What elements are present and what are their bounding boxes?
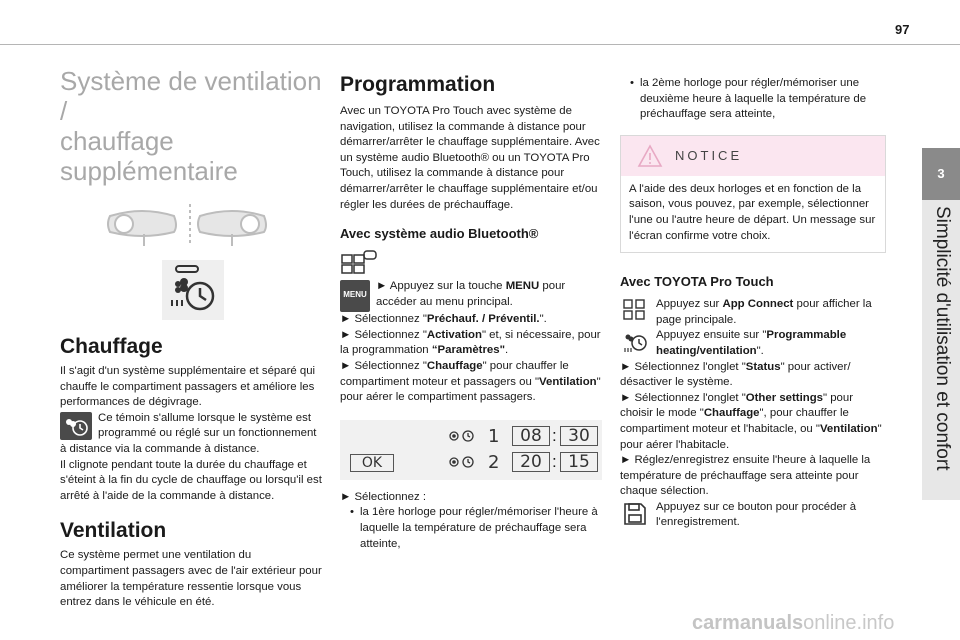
- chauffage-description: Il s'agit d'un système supplémentaire et séparé qui chauffe le compartiment passagers et améliore les performances de dégivrage.: [60, 365, 316, 409]
- programmation-heading: Programmation: [340, 73, 496, 96]
- chapter-tab[interactable]: 3: [922, 148, 960, 200]
- page-number: 97: [895, 22, 910, 37]
- notice-title: NOTICE: [675, 147, 743, 163]
- clock2-bullet: • la 2ème horloge pour régler/mémoriser une deuxième heure à laquelle la température de préchauffage sera atteinte,: [630, 76, 886, 123]
- step-save: Appuyez sur ce bouton pour procéder à l'enregistrement.: [656, 500, 857, 529]
- clock-screen-illustration: [340, 420, 602, 480]
- step-menu: ► Appuyez sur la touche MENU pour accéder au menu principal.: [376, 280, 566, 308]
- fan-clock-icon: [162, 260, 224, 320]
- bluetooth-radio-icon: [340, 249, 602, 275]
- column-middle: [340, 66, 602, 552]
- clock-radio-icons: [446, 428, 490, 476]
- ok-button[interactable]: OK: [350, 454, 394, 472]
- heater-timer-warning-light: [162, 260, 224, 320]
- remote-control-illustration: [60, 194, 322, 254]
- heater-indicator-icon: [60, 412, 92, 440]
- programmable-heating-icon: [620, 328, 650, 356]
- header-divider: [0, 44, 960, 45]
- protouch-heading: Avec TOYOTA Pro Touch: [620, 274, 774, 290]
- indicator-blink-description: Il clignote pendant toute la durée du chauffage et s'éteint à la fin du cycle de chauffage ou lorsqu'il est arrêté à l'aide de la commande à distance.: [60, 458, 322, 502]
- clock2-minutes[interactable]: 15: [560, 452, 598, 472]
- column-left: [60, 66, 322, 611]
- chapter-title: Simplicité d'utilisation et confort: [932, 206, 953, 471]
- step-chauffage: ► Sélectionnez "Chauffage" pour chauffer le compartiment moteur et passagers ou "Ventilation" pour aérer le compartiment passagers.: [340, 359, 601, 404]
- bluetooth-heading: Avec système audio Bluetooth®: [340, 226, 539, 242]
- programmation-intro: Avec un TOYOTA Pro Touch avec système de navigation, utilisez la commande à distance pour démarrer/arrêter le chauffage supplémentaire. Avec un système audio Bluetooth® ou un TOYOTA Pro Touch, utilisez la commande à distance pour démarrer/arrêter le chauffage supplémentaire et/ou régler les durées de préchauffage.: [340, 105, 600, 211]
- step-app-connect: Appuyez sur App Connect pour afficher la page principale.: [656, 298, 872, 326]
- step-set-time: ► Réglez/enregistrez ensuite l'heure à laquelle la température de préchauffage sera atteinte pour chaque sélection.: [620, 454, 871, 498]
- section-title-line2: chauffage supplémentaire: [60, 126, 238, 186]
- step-programmable-heating: Appuyez ensuite sur "Programmable heating/ventilation".: [656, 329, 847, 357]
- ventilation-heading: Ventilation: [60, 519, 167, 543]
- column-right: [620, 66, 886, 531]
- step-select-prechauf: ► Sélectionnez "Préchauf. / Préventil.".: [340, 313, 547, 326]
- ventilation-description: Ce système permet une ventilation du compartiment passagers avec de l'air extérieur pour améliorer la température ressentie lorsque vous entrez dans le véhicule en été.: [60, 549, 322, 609]
- notice-header: [621, 136, 885, 176]
- menu-icon-label: MENU: [343, 290, 367, 300]
- notice-body: A l'aide des deux horloges et en fonction de la saison, vous pouvez, par exemple, sélectionner l'une ou l'autre heure de départ. Un message sur l'écran confirme votre choix.: [629, 182, 876, 242]
- step-activation: ► Sélectionnez "Activation" et, si nécessaire, pour la programmation “Paramètres".: [340, 328, 601, 357]
- clock1-bullet: • la 1ère horloge pour régler/mémoriser l'heure à laquelle la température de préchauffage sera atteinte,: [350, 505, 602, 552]
- save-icon: [620, 500, 650, 528]
- clock2-hours[interactable]: 20: [512, 452, 550, 472]
- warning-triangle-icon: [637, 144, 663, 168]
- clock1-minutes[interactable]: 30: [560, 426, 598, 446]
- clock1-number: 1: [488, 425, 500, 447]
- clock2-number: 2: [488, 451, 500, 473]
- clock2-separator: :: [552, 451, 557, 471]
- clock1-separator: :: [552, 425, 557, 445]
- step-status-tab: ► Sélectionnez l'onglet "Status" pour activer/ désactiver le système.: [620, 360, 851, 389]
- select-clock-instruction: ► Sélectionnez :: [340, 490, 426, 503]
- notice-box: [620, 135, 886, 253]
- radio-icon: [340, 249, 380, 275]
- step-other-settings: ► Sélectionnez l'onglet "Other settings" pour choisir le mode "Chauffage", pour chauffer le compartiment moteur et l'habitacle, ou "Ventilation" pour aérer l'habitacle.: [620, 391, 882, 451]
- chauffage-heading: Chauffage: [60, 335, 163, 358]
- car-keys-icon: [60, 194, 322, 254]
- clock1-hours[interactable]: 08: [512, 426, 550, 446]
- app-connect-icon: [620, 297, 650, 325]
- indicator-description: Ce témoin s'allume lorsque le système est programmé ou réglé sur un fonctionnement à distance via la commande à distance.: [60, 411, 317, 455]
- watermark: carmanualsonline.info: [692, 612, 895, 634]
- menu-button-icon: [340, 280, 370, 312]
- section-title-line1: Système de ventilation /: [60, 66, 322, 126]
